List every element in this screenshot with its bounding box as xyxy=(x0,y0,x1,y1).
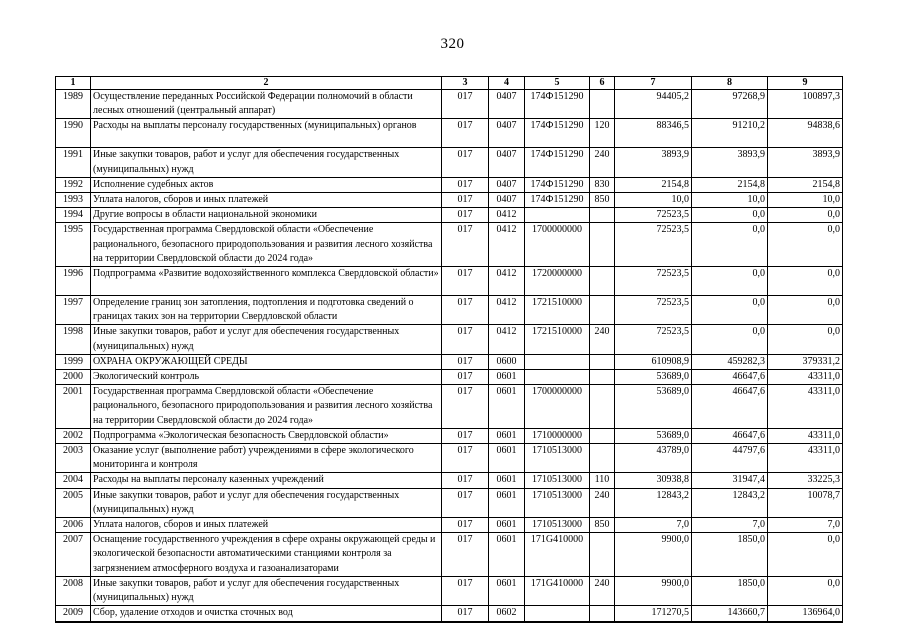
row-number-cell: 1999 xyxy=(56,354,91,369)
ministry-code-cell: 017 xyxy=(442,90,489,119)
amount-cell-col7: 171270,5 xyxy=(615,606,692,622)
amount-cell-col9: 0,0 xyxy=(768,267,843,296)
row-name-cell: ОХРАНА ОКРУЖАЮЩЕЙ СРЕДЫ xyxy=(91,354,442,369)
row-name-cell: Экологический контроль xyxy=(91,370,442,385)
amount-cell-col9: 7,0 xyxy=(768,518,843,533)
amount-cell-col8: 0,0 xyxy=(692,208,768,223)
row-name-cell: Подпрограмма «Развитие водохозяйственного комплекса Свердловской области» xyxy=(91,267,442,296)
expense-type-cell xyxy=(590,267,615,296)
section-code-cell: 0601 xyxy=(489,370,525,385)
amount-cell-col8: 91210,2 xyxy=(692,119,768,148)
amount-cell-col8: 0,0 xyxy=(692,223,768,267)
target-article-cell: 171G410000 xyxy=(525,576,590,605)
target-article-cell: 1721510000 xyxy=(525,325,590,354)
expense-type-cell xyxy=(590,223,615,267)
row-name-cell: Оснащение государственного учреждения в сфере охраны окружающей среды и экологической безопасности автоматическими станциями контроля за загрязнением атмосферного воздуха и газоанализаторами xyxy=(91,533,442,577)
row-name-cell: Иные закупки товаров, работ и услуг для обеспечения государственных (муниципальных) нужд xyxy=(91,488,442,517)
expense-type-cell: 850 xyxy=(590,518,615,533)
target-article-cell xyxy=(525,208,590,223)
table-row xyxy=(56,148,843,177)
page-number: 320 xyxy=(440,36,465,52)
amount-cell-col9: 0,0 xyxy=(768,208,843,223)
expense-type-cell: 240 xyxy=(590,148,615,177)
amount-cell-col9: 43311,0 xyxy=(768,370,843,385)
row-name-cell: Расходы на выплаты персоналу государственных (муниципальных) органов xyxy=(91,119,442,148)
table-row xyxy=(56,267,843,296)
header-cell: 6 xyxy=(590,77,615,90)
amount-cell-col8: 12843,2 xyxy=(692,488,768,517)
row-name-cell: Осуществление переданных Российской Федерации полномочий в области лесных отношений (центральный аппарат) xyxy=(91,90,442,119)
ministry-code-cell: 017 xyxy=(442,533,489,577)
section-code-cell: 0412 xyxy=(489,296,525,325)
row-name-cell: Государственная программа Свердловской области «Обеспечение рационального, безопасного природопользования и развития лесного хозяйства на территории Свердловской области до 2024 года» xyxy=(91,385,442,429)
expense-type-cell xyxy=(590,208,615,223)
amount-cell-col9: 3893,9 xyxy=(768,148,843,177)
expense-type-cell xyxy=(590,370,615,385)
amount-cell-col8: 46647,6 xyxy=(692,428,768,443)
table-row xyxy=(56,576,843,605)
amount-cell-col8: 0,0 xyxy=(692,325,768,354)
amount-cell-col8: 97268,9 xyxy=(692,90,768,119)
ministry-code-cell: 017 xyxy=(442,518,489,533)
ministry-code-cell: 017 xyxy=(442,606,489,622)
target-article-cell: 174Ф151290 xyxy=(525,148,590,177)
ministry-code-cell: 017 xyxy=(442,428,489,443)
ministry-code-cell: 017 xyxy=(442,576,489,605)
row-number-cell: 2006 xyxy=(56,518,91,533)
row-number-cell: 2004 xyxy=(56,473,91,488)
section-code-cell: 0412 xyxy=(489,208,525,223)
ministry-code-cell: 017 xyxy=(442,119,489,148)
table-row xyxy=(56,177,843,192)
ministry-code-cell: 017 xyxy=(442,385,489,429)
ministry-code-cell: 017 xyxy=(442,223,489,267)
expense-type-cell: 120 xyxy=(590,119,615,148)
table-row xyxy=(56,354,843,369)
ministry-code-cell: 017 xyxy=(442,296,489,325)
row-name-cell: Уплата налогов, сборов и иных платежей xyxy=(91,193,442,208)
amount-cell-col9: 100897,3 xyxy=(768,90,843,119)
expense-type-cell xyxy=(590,90,615,119)
table-row xyxy=(56,223,843,267)
amount-cell-col8: 0,0 xyxy=(692,267,768,296)
row-number-cell: 2008 xyxy=(56,576,91,605)
section-code-cell: 0601 xyxy=(489,576,525,605)
row-name-cell: Подпрограмма «Экологическая безопасность Свердловской области» xyxy=(91,428,442,443)
expense-type-cell: 240 xyxy=(590,488,615,517)
amount-cell-col9: 94838,6 xyxy=(768,119,843,148)
row-number-cell: 2003 xyxy=(56,444,91,473)
target-article-cell: 1700000000 xyxy=(525,385,590,429)
ministry-code-cell: 017 xyxy=(442,177,489,192)
table-row xyxy=(56,428,843,443)
amount-cell-col7: 94405,2 xyxy=(615,90,692,119)
row-number-cell: 1996 xyxy=(56,267,91,296)
amount-cell-col7: 72523,5 xyxy=(615,208,692,223)
amount-cell-col8: 31947,4 xyxy=(692,473,768,488)
target-article-cell: 1710000000 xyxy=(525,428,590,443)
amount-cell-col9: 43311,0 xyxy=(768,428,843,443)
ministry-code-cell: 017 xyxy=(442,193,489,208)
target-article-cell xyxy=(525,354,590,369)
row-name-cell: Иные закупки товаров, работ и услуг для обеспечения государственных (муниципальных) нужд xyxy=(91,325,442,354)
amount-cell-col7: 72523,5 xyxy=(615,296,692,325)
row-number-cell: 2005 xyxy=(56,488,91,517)
table-row xyxy=(56,385,843,429)
table-row xyxy=(56,444,843,473)
row-number-cell: 1992 xyxy=(56,177,91,192)
budget-table xyxy=(55,76,843,623)
amount-cell-col8: 46647,6 xyxy=(692,385,768,429)
row-number-cell: 1990 xyxy=(56,119,91,148)
amount-cell-col9: 43311,0 xyxy=(768,385,843,429)
target-article-cell: 1720000000 xyxy=(525,267,590,296)
table-row xyxy=(56,488,843,517)
expense-type-cell: 240 xyxy=(590,576,615,605)
amount-cell-col9: 10078,7 xyxy=(768,488,843,517)
amount-cell-col8: 143660,7 xyxy=(692,606,768,622)
header-cell: 7 xyxy=(615,77,692,90)
expense-type-cell xyxy=(590,606,615,622)
amount-cell-col8: 1850,0 xyxy=(692,533,768,577)
header-cell: 8 xyxy=(692,77,768,90)
row-name-cell: Другие вопросы в области национальной экономики xyxy=(91,208,442,223)
ministry-code-cell: 017 xyxy=(442,267,489,296)
amount-cell-col9: 0,0 xyxy=(768,576,843,605)
amount-cell-col8: 1850,0 xyxy=(692,576,768,605)
amount-cell-col8: 3893,9 xyxy=(692,148,768,177)
header-cell: 5 xyxy=(525,77,590,90)
ministry-code-cell: 017 xyxy=(442,325,489,354)
amount-cell-col8: 46647,6 xyxy=(692,370,768,385)
row-name-cell: Иные закупки товаров, работ и услуг для обеспечения государственных (муниципальных) нужд xyxy=(91,148,442,177)
target-article-cell: 1710513000 xyxy=(525,444,590,473)
row-number-cell: 2002 xyxy=(56,428,91,443)
amount-cell-col7: 72523,5 xyxy=(615,267,692,296)
target-article-cell: 1700000000 xyxy=(525,223,590,267)
row-number-cell: 1991 xyxy=(56,148,91,177)
amount-cell-col7: 12843,2 xyxy=(615,488,692,517)
row-name-cell: Государственная программа Свердловской области «Обеспечение рационального, безопасного природопользования и развития лесного хозяйства на территории Свердловской области до 2024 года» xyxy=(91,223,442,267)
expense-type-cell: 850 xyxy=(590,193,615,208)
row-number-cell: 1998 xyxy=(56,325,91,354)
amount-cell-col9: 0,0 xyxy=(768,296,843,325)
row-name-cell: Расходы на выплаты персоналу казенных учреждений xyxy=(91,473,442,488)
ministry-code-cell: 017 xyxy=(442,488,489,517)
amount-cell-col9: 379331,2 xyxy=(768,354,843,369)
header-cell: 2 xyxy=(91,77,442,90)
section-code-cell: 0601 xyxy=(489,444,525,473)
amount-cell-col7: 43789,0 xyxy=(615,444,692,473)
expense-type-cell xyxy=(590,533,615,577)
row-name-cell: Исполнение судебных актов xyxy=(91,177,442,192)
target-article-cell: 174Ф151290 xyxy=(525,177,590,192)
table-row xyxy=(56,606,843,622)
target-article-cell: 1710513000 xyxy=(525,518,590,533)
amount-cell-col7: 30938,8 xyxy=(615,473,692,488)
amount-cell-col7: 610908,9 xyxy=(615,354,692,369)
row-name-cell: Оказание услуг (выполнение работ) учреждениями в сфере экологического мониторинга и контроля xyxy=(91,444,442,473)
amount-cell-col7: 88346,5 xyxy=(615,119,692,148)
table-row xyxy=(56,518,843,533)
target-article-cell: 174Ф151290 xyxy=(525,90,590,119)
row-number-cell: 1995 xyxy=(56,223,91,267)
ministry-code-cell: 017 xyxy=(442,148,489,177)
target-article-cell: 174Ф151290 xyxy=(525,119,590,148)
table-row xyxy=(56,119,843,148)
row-name-cell: Определение границ зон затопления, подтопления и подготовка сведений о границах таких зон на территории Свердловской области xyxy=(91,296,442,325)
table-row xyxy=(56,370,843,385)
section-code-cell: 0601 xyxy=(489,428,525,443)
target-article-cell: 1710513000 xyxy=(525,488,590,517)
amount-cell-col8: 0,0 xyxy=(692,296,768,325)
expense-type-cell xyxy=(590,428,615,443)
table-row xyxy=(56,193,843,208)
amount-cell-col7: 10,0 xyxy=(615,193,692,208)
row-name-cell: Сбор, удаление отходов и очистка сточных вод xyxy=(91,606,442,622)
amount-cell-col9: 2154,8 xyxy=(768,177,843,192)
header-cell: 9 xyxy=(768,77,843,90)
section-code-cell: 0601 xyxy=(489,473,525,488)
section-code-cell: 0601 xyxy=(489,533,525,577)
section-code-cell: 0407 xyxy=(489,119,525,148)
table-header-row xyxy=(56,77,843,90)
amount-cell-col9: 0,0 xyxy=(768,223,843,267)
section-code-cell: 0412 xyxy=(489,267,525,296)
amount-cell-col7: 53689,0 xyxy=(615,385,692,429)
amount-cell-col7: 53689,0 xyxy=(615,370,692,385)
row-number-cell: 1989 xyxy=(56,90,91,119)
section-code-cell: 0602 xyxy=(489,606,525,622)
section-code-cell: 0412 xyxy=(489,325,525,354)
table-row xyxy=(56,90,843,119)
table-row xyxy=(56,208,843,223)
row-number-cell: 2000 xyxy=(56,370,91,385)
header-cell: 3 xyxy=(442,77,489,90)
row-number-cell: 2001 xyxy=(56,385,91,429)
amount-cell-col9: 136964,0 xyxy=(768,606,843,622)
amount-cell-col7: 53689,0 xyxy=(615,428,692,443)
row-number-cell: 2009 xyxy=(56,606,91,622)
target-article-cell: 1721510000 xyxy=(525,296,590,325)
expense-type-cell xyxy=(590,385,615,429)
row-number-cell: 2007 xyxy=(56,533,91,577)
header-cell: 4 xyxy=(489,77,525,90)
section-code-cell: 0407 xyxy=(489,90,525,119)
section-code-cell: 0601 xyxy=(489,518,525,533)
row-number-cell: 1994 xyxy=(56,208,91,223)
expense-type-cell xyxy=(590,354,615,369)
ministry-code-cell: 017 xyxy=(442,444,489,473)
section-code-cell: 0407 xyxy=(489,193,525,208)
target-article-cell xyxy=(525,370,590,385)
target-article-cell: 1710513000 xyxy=(525,473,590,488)
amount-cell-col9: 10,0 xyxy=(768,193,843,208)
amount-cell-col7: 3893,9 xyxy=(615,148,692,177)
amount-cell-col7: 2154,8 xyxy=(615,177,692,192)
row-name-cell: Иные закупки товаров, работ и услуг для обеспечения государственных (муниципальных) нужд xyxy=(91,576,442,605)
expense-type-cell: 110 xyxy=(590,473,615,488)
section-code-cell: 0407 xyxy=(489,177,525,192)
section-code-cell: 0407 xyxy=(489,148,525,177)
amount-cell-col8: 44797,6 xyxy=(692,444,768,473)
ministry-code-cell: 017 xyxy=(442,354,489,369)
table-row xyxy=(56,325,843,354)
expense-type-cell xyxy=(590,444,615,473)
section-code-cell: 0600 xyxy=(489,354,525,369)
amount-cell-col9: 0,0 xyxy=(768,325,843,354)
ministry-code-cell: 017 xyxy=(442,473,489,488)
amount-cell-col7: 9900,0 xyxy=(615,533,692,577)
ministry-code-cell: 017 xyxy=(442,208,489,223)
table-row xyxy=(56,533,843,577)
table-row xyxy=(56,296,843,325)
amount-cell-col7: 9900,0 xyxy=(615,576,692,605)
amount-cell-col8: 10,0 xyxy=(692,193,768,208)
header-cell: 1 xyxy=(56,77,91,90)
row-name-cell: Уплата налогов, сборов и иных платежей xyxy=(91,518,442,533)
amount-cell-col8: 459282,3 xyxy=(692,354,768,369)
amount-cell-col7: 7,0 xyxy=(615,518,692,533)
expense-type-cell: 240 xyxy=(590,325,615,354)
row-number-cell: 1997 xyxy=(56,296,91,325)
expense-type-cell xyxy=(590,296,615,325)
target-article-cell: 171G410000 xyxy=(525,533,590,577)
amount-cell-col7: 72523,5 xyxy=(615,325,692,354)
row-number-cell: 1993 xyxy=(56,193,91,208)
amount-cell-col9: 33225,3 xyxy=(768,473,843,488)
section-code-cell: 0601 xyxy=(489,385,525,429)
amount-cell-col8: 7,0 xyxy=(692,518,768,533)
target-article-cell: 174Ф151290 xyxy=(525,193,590,208)
target-article-cell xyxy=(525,606,590,622)
amount-cell-col9: 43311,0 xyxy=(768,444,843,473)
table-row xyxy=(56,473,843,488)
section-code-cell: 0412 xyxy=(489,223,525,267)
ministry-code-cell: 017 xyxy=(442,370,489,385)
section-code-cell: 0601 xyxy=(489,488,525,517)
amount-cell-col8: 2154,8 xyxy=(692,177,768,192)
amount-cell-col9: 0,0 xyxy=(768,533,843,577)
expense-type-cell: 830 xyxy=(590,177,615,192)
amount-cell-col7: 72523,5 xyxy=(615,223,692,267)
